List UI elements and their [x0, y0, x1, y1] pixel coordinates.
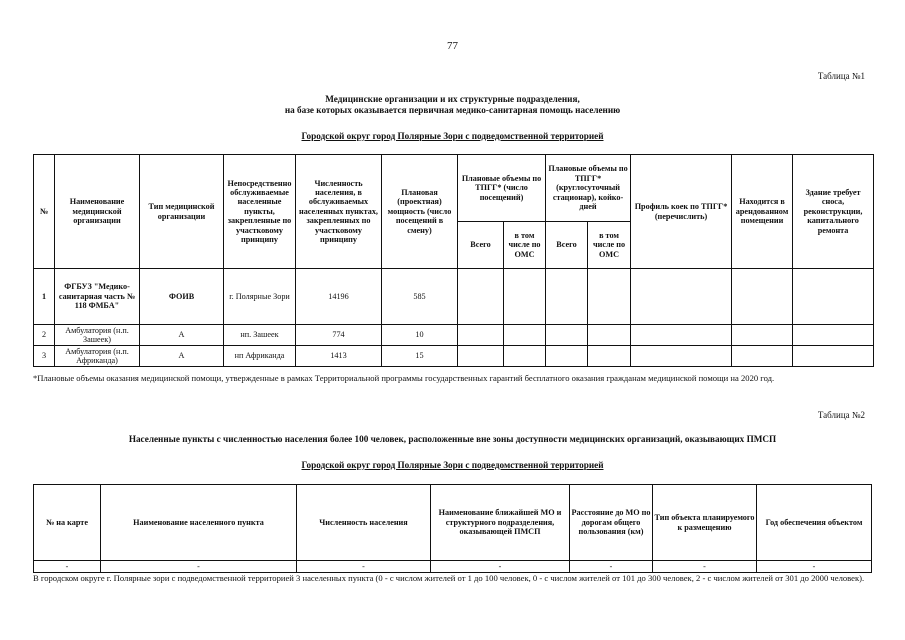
settlements-table [33, 484, 872, 573]
cell-population: 14196 [296, 269, 382, 325]
header-visits-total: Всего [458, 222, 504, 269]
cell-empty [458, 269, 504, 325]
cell-empty [588, 269, 631, 325]
cell-empty [631, 269, 732, 325]
table1-title [0, 94, 905, 116]
cell-empty [732, 325, 793, 346]
t2-cell: - [431, 561, 570, 573]
t2-cell: - [653, 561, 757, 573]
cell-empty [588, 346, 631, 367]
cell-empty [793, 325, 874, 346]
t2-cell: - [101, 561, 297, 573]
cell-population: 774 [296, 325, 382, 346]
table-row [34, 346, 874, 367]
header-beds: Плановые объемы по ТПГГ* (круглосуточный стационар), койко-дней [546, 155, 631, 222]
header-beds-oms: в том числе по ОМС [588, 222, 631, 269]
header-population: Численность населения, в обслуживаемых населенных пунктах, закрепленных по участковому принципу [296, 155, 382, 269]
cell-org: Амбулатория (н.п. Африканда) [55, 346, 140, 367]
t2-header-object-type: Тип объекта планируемого к размещению [653, 485, 757, 561]
t2-cell: - [757, 561, 872, 573]
cell-empty [504, 269, 546, 325]
t2-cell: - [297, 561, 431, 573]
table-row [34, 325, 874, 346]
header-profile: Профиль коек по ТПГГ* (перечислить) [631, 155, 732, 269]
header-num: № [34, 155, 55, 269]
header-beds-total: Всего [546, 222, 588, 269]
t2-header-year: Год обеспечения объектом [757, 485, 872, 561]
table1-subtitle: Городской округ город Полярные Зори с подведомственной территорией [301, 131, 604, 141]
table1-label: Таблица №1 [817, 71, 865, 81]
table-row [34, 561, 872, 573]
cell-empty [631, 325, 732, 346]
cell-num: 3 [34, 346, 55, 367]
table2-label: Таблица №2 [817, 410, 865, 420]
table2-title: Населенные пункты с численностью населения более 100 человек, расположенные вне зоны доступности медицинских организаций, оказывающих ПМСП [128, 434, 777, 444]
cell-capacity: 15 [382, 346, 458, 367]
cell-org: Амбулатория (н.п. Зашеек) [55, 325, 140, 346]
header-visits-oms: в том числе по ОМС [504, 222, 546, 269]
medical-organizations-table [33, 154, 874, 367]
cell-org: ФГБУЗ "Медико-санитарная часть № 118 ФМБА" [55, 269, 140, 325]
header-building: Здание требует сноса, реконструкции, капитального ремонта [793, 155, 874, 269]
cell-empty [546, 325, 588, 346]
cell-empty [732, 269, 793, 325]
header-visits: Плановые объемы по ТПГГ* (число посещений) [458, 155, 546, 222]
cell-empty [732, 346, 793, 367]
cell-empty [504, 325, 546, 346]
header-capacity: Плановая (проектная) мощность (число посещений в смену) [382, 155, 458, 269]
cell-population: 1413 [296, 346, 382, 367]
cell-empty [504, 346, 546, 367]
page-number: 77 [447, 40, 458, 52]
cell-empty [793, 346, 874, 367]
t2-header-settlement: Наименование населенного пункта [101, 485, 297, 561]
cell-type: А [140, 346, 224, 367]
cell-empty [458, 325, 504, 346]
t2-cell: - [570, 561, 653, 573]
header-org: Наименование медицинской организации [55, 155, 140, 269]
cell-empty [546, 346, 588, 367]
table2-note: В городском округе г. Полярные зори с подведомственной территорией 3 населенных пункта (0 - с числом жителей от 1 до 100 человек, 0 - с числом жителей от 101 до 300 человек, 2 - с числом жителей от 301 до 2000 человек). [33, 573, 865, 583]
cell-num: 2 [34, 325, 55, 346]
cell-type: ФОИВ [140, 269, 224, 325]
cell-empty [793, 269, 874, 325]
t2-header-population: Численность населения [297, 485, 431, 561]
cell-places: нп Африканда [224, 346, 296, 367]
table1-title-line1: Медицинские организации и их структурные подразделения, [325, 94, 580, 104]
cell-type: А [140, 325, 224, 346]
table2-subtitle: Городской округ город Полярные Зори с подведомственной территорией [301, 460, 604, 470]
cell-capacity: 585 [382, 269, 458, 325]
t2-header-map-num: № на карте [34, 485, 101, 561]
table-row [34, 269, 874, 325]
cell-num: 1 [34, 269, 55, 325]
header-rented: Находится в арендованном помещении [732, 155, 793, 269]
cell-capacity: 10 [382, 325, 458, 346]
cell-empty [631, 346, 732, 367]
cell-empty [588, 325, 631, 346]
t2-header-distance: Расстояние до МО по дорогам общего пользования (км) [570, 485, 653, 561]
cell-empty [458, 346, 504, 367]
cell-places: нп. Зашеек [224, 325, 296, 346]
t2-header-nearest-mo: Наименование ближайшей МО и структурного подразделения, оказывающей ПМСП [431, 485, 570, 561]
cell-places: г. Полярные Зори [224, 269, 296, 325]
cell-empty [546, 269, 588, 325]
t2-cell: - [34, 561, 101, 573]
header-places: Непосредственно обслуживаемые населенные пункты, закрепленные по участковому принципу [224, 155, 296, 269]
header-type: Тип медицинской организации [140, 155, 224, 269]
table1-title-line2: на базе которых оказывается первичная медико-санитарная помощь населению [284, 105, 621, 115]
table1-footnote: *Плановые объемы оказания медицинской помощи, утвержденные в рамках Территориальной программы государственных гарантий бесплатного оказания гражданам медицинской помощи на 2020 год. [33, 373, 775, 383]
